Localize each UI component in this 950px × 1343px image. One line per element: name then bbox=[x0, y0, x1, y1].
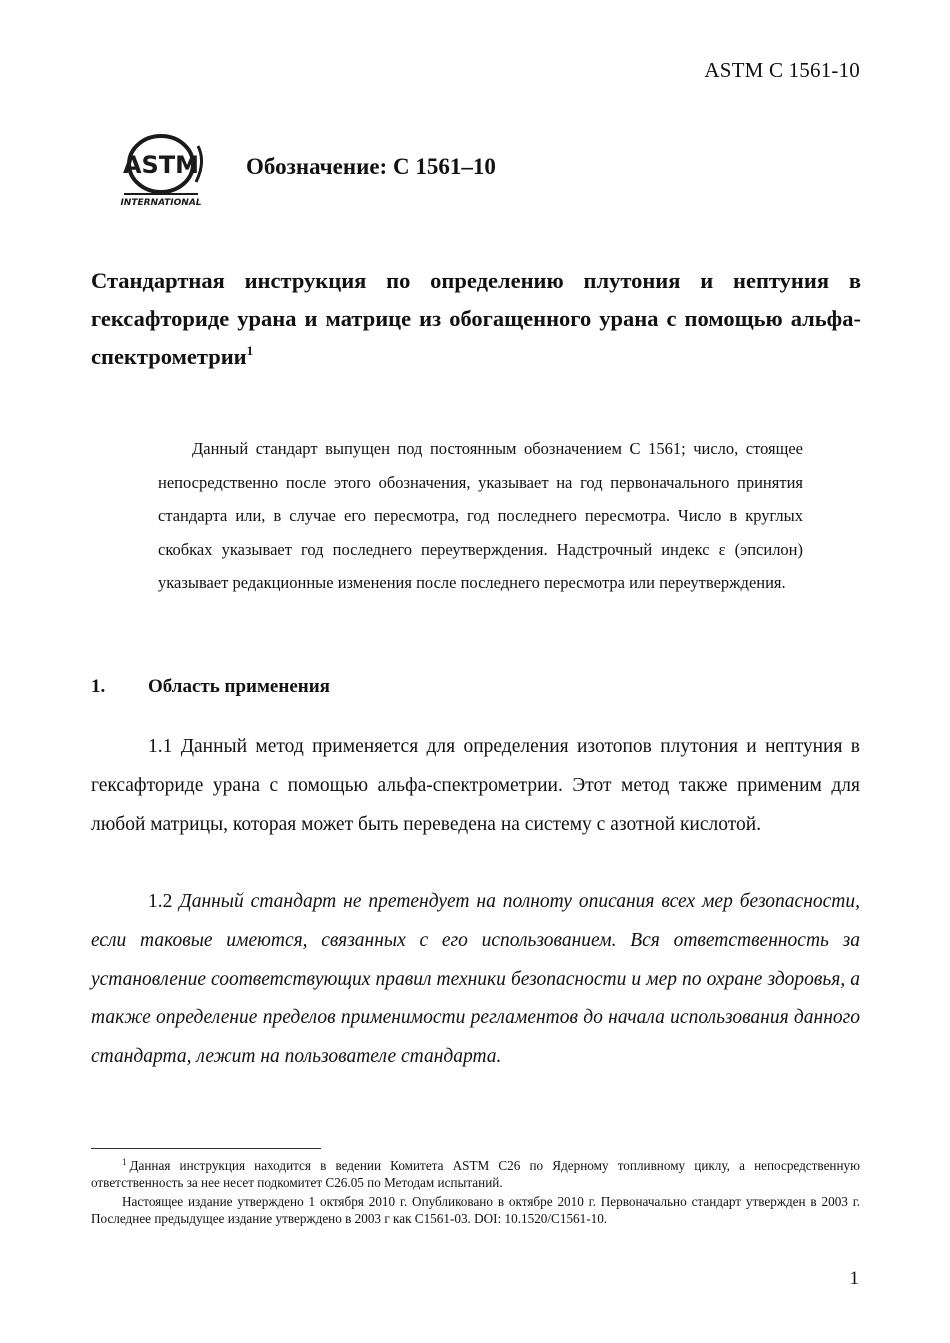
section-title: Область применения bbox=[148, 676, 330, 697]
paragraph-text: Данный стандарт не претендует на полноту описания всех мер безопасности, если таковые имеются, связанных с его использованием. Вся ответственность за установление соответствующих правил техники безопасности и мер по охране здоровья, а также определение пределов применимости регламентов до начала использования данного стандарта, лежит на пользователе стандарта. bbox=[91, 891, 860, 1068]
title-footnote-ref[interactable]: 1 bbox=[246, 343, 254, 358]
footnote-text: Настоящее издание утверждено 1 октября 2010 г. Опубликовано в октябре 2010 г. Первоначально стандарт утвержден в 2003 г. Последнее предыдущее издание утверждено в 2003 г как C1561-03. DOI: 10.1520/C1561-10. bbox=[91, 1194, 860, 1226]
footnote-marker: 1 bbox=[122, 1157, 127, 1167]
paragraph-1-2 bbox=[91, 883, 860, 1077]
footnote-text: Данная инструкция находится в ведении Комитета ASTM C26 по Ядерному топливному циклу, а непосредственную ответственность за нее несет подкомитет C26.05 по Методам испытаний. bbox=[91, 1158, 860, 1190]
footnote-divider bbox=[91, 1148, 321, 1149]
section-number: 1. bbox=[91, 676, 106, 697]
footnote-2 bbox=[91, 1194, 860, 1227]
page-number: 1 bbox=[849, 1268, 859, 1289]
section-heading bbox=[91, 676, 330, 698]
paragraph-number: 1.1 bbox=[148, 736, 173, 757]
footnote-1 bbox=[91, 1158, 860, 1191]
title-text: Стандартная инструкция по определению плутония и нептуния в гексафториде урана и матрице из обогащенного урана с помощью альфа-спектрометрии bbox=[91, 268, 861, 369]
paragraph-number: 1.2 bbox=[148, 891, 173, 912]
svg-text:ASTM: ASTM bbox=[122, 151, 200, 179]
issuance-note: Данный стандарт выпущен под постоянным обозначением С 1561; число, стоящее непосредственно после этого обозначения, указывает на год первоначального принятия стандарта или, в случае его пересмотра, год последнего пересмотра. Число в круглых скобках указывает год последнего переутверждения. Надстрочный индекс ε (эпсилон) указывает редакционные изменения после последнего пересмотра или переутверждения. bbox=[158, 439, 803, 593]
document-code: ASTM C 1561-10 bbox=[704, 58, 860, 82]
document-title bbox=[91, 262, 861, 376]
paragraph-text: Данный метод применяется для определения изотопов плутония и нептуния в гексафториде урана с помощью альфа-спектрометрии. Этот метод также применим для любой матрицы, которая может быть переведена на систему с азотной кислотой. bbox=[91, 736, 860, 835]
paragraph-1-1 bbox=[91, 728, 860, 844]
astm-logo bbox=[116, 132, 206, 210]
designation: Обозначение: C 1561–10 bbox=[246, 154, 496, 179]
svg-text:INTERNATIONAL: INTERNATIONAL bbox=[120, 198, 202, 208]
